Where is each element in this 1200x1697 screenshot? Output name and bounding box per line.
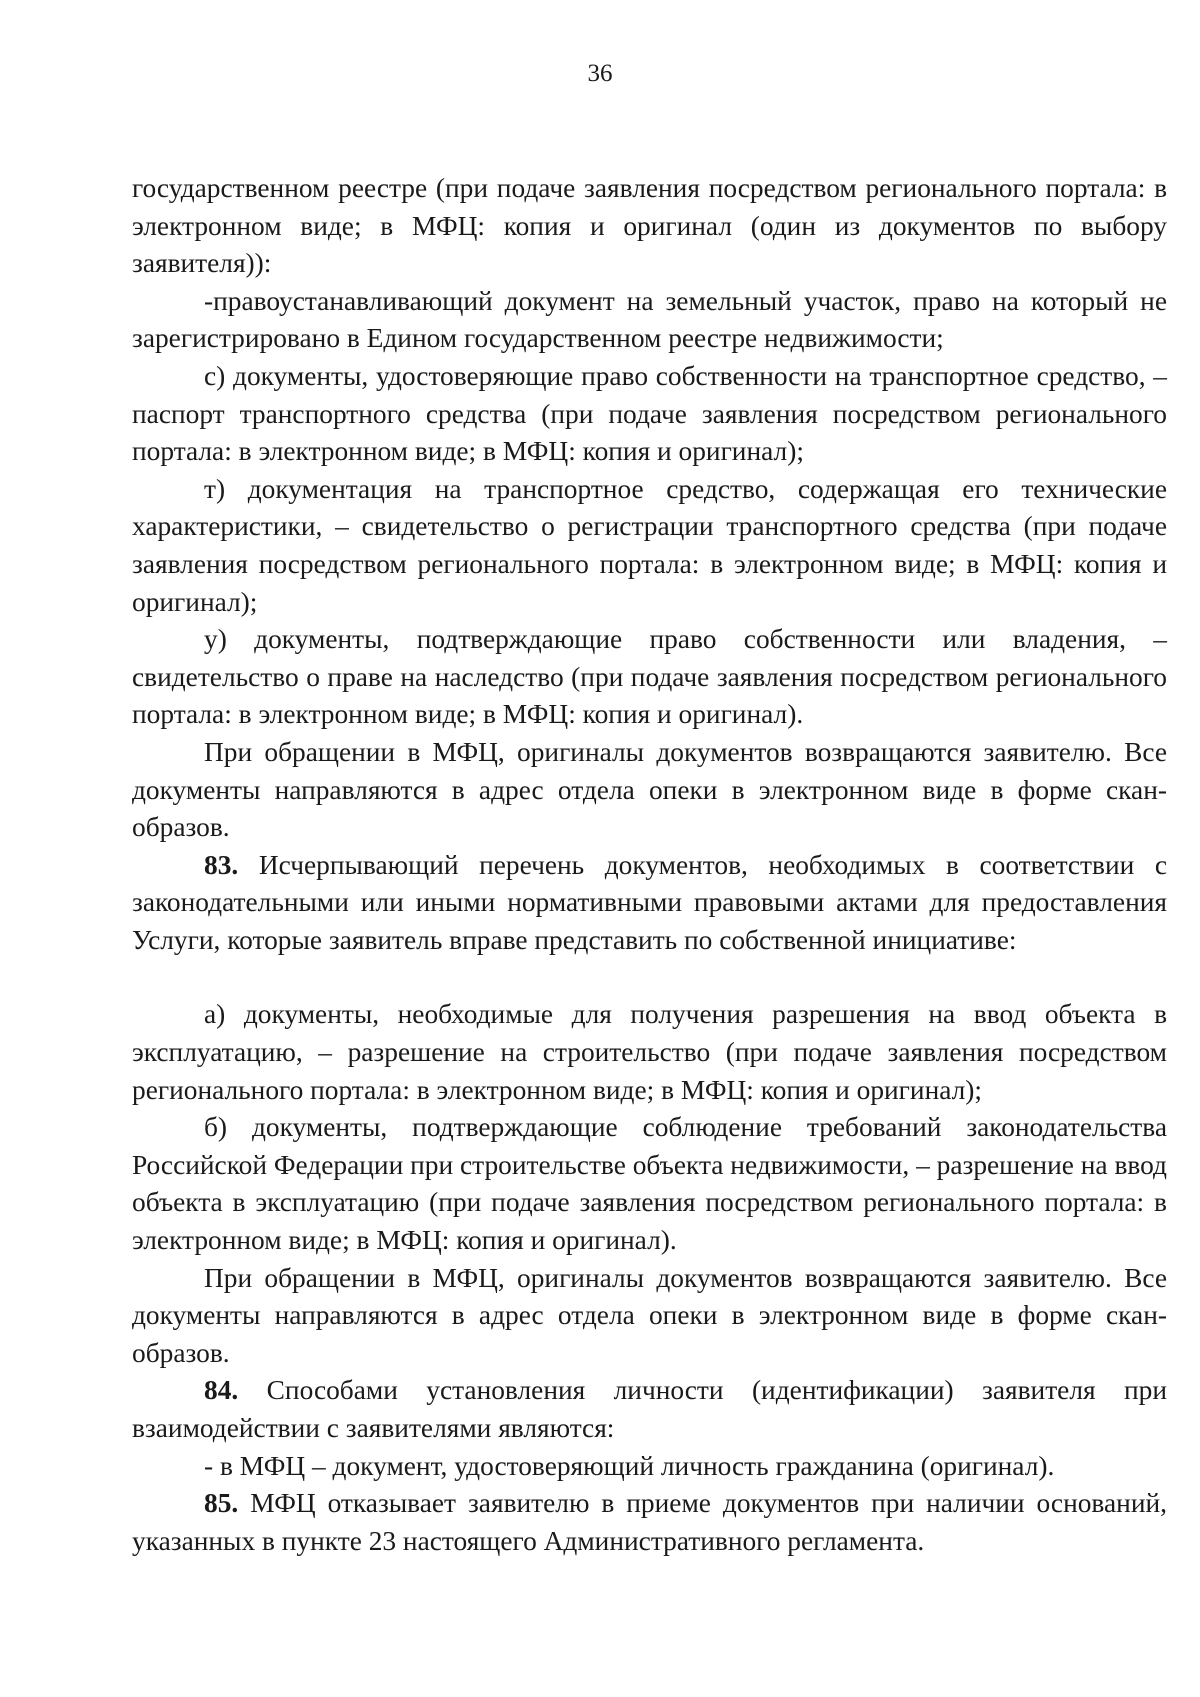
clause-83-text: Исчерпывающий перечень документов, необходимых в соответствии с законодательными или иными нормативными правовыми актами для предоставления Услуги, которые заявитель вправе представить по собственной инициативе: xyxy=(132,849,1167,955)
document-body xyxy=(132,170,1167,1560)
paragraph-item-s-vehicle-ownership: с) документы, удостоверяющие право собственности на транспортное средство, – паспорт транспортного средства (при подаче заявления посредством регионального портала: в электронном виде; в МФЦ: копия и оригинал); xyxy=(132,360,1167,467)
clause-number-83: 83. xyxy=(204,849,239,880)
clause-85-text: МФЦ отказывает заявителю в приеме документов при наличии оснований, указанных в пункте 23 настоящего Административного регламента. xyxy=(132,1488,1167,1556)
paragraph-item-t-vehicle-documentation: т) документация на транспортное средство, содержащая его технические характеристики, – свидетельство о регистрации транспортного средства (при подаче заявления посредством регионального портала: в электронном виде; в МФЦ: копия и оригинал); xyxy=(132,473,1167,617)
paragraph-item-a-construction-permit: а) документы, необходимые для получения разрешения на ввод объекта в эксплуатацию, – разрешение на строительство (при подаче заявления посредством регионального портала: в электронном виде; в МФЦ: копия и оригинал); xyxy=(132,999,1167,1105)
paragraph-registry-continuation: государственном реестре (при подаче заявления посредством регионального портала: в электронном виде; в МФЦ: копия и оригинал (один из документов по выбору заявителя)): xyxy=(132,173,1167,279)
paragraph-mfc-identity-document: - в МФЦ – документ, удостоверяющий личность гражданина (оригинал). xyxy=(204,1450,1055,1481)
clause-84-text: Способами установления личности (идентификации) заявителя при взаимодействии с заявителями являются: xyxy=(132,1375,1167,1443)
clause-number-85: 85. xyxy=(204,1488,239,1519)
paragraph-mfc-originals-returned: При обращении в МФЦ, оригиналы документов возвращаются заявителю. Все документы направляются в адрес отдела опеки в электронном виде в форме скан-образов. xyxy=(132,736,1167,843)
paragraph-mfc-originals-returned-2: При обращении в МФЦ, оригиналы документов возвращаются заявителю. Все документы направляются в адрес отдела опеки в электронном виде в форме скан-образов. xyxy=(132,1262,1167,1368)
paragraph-84 xyxy=(132,1372,1167,1447)
page-number: 36 xyxy=(587,60,613,87)
paragraph-land-title-document: -правоустанавливающий документ на земельный участок, право на который не зарегистрировано в Едином государственном реестре недвижимости; xyxy=(132,285,1167,354)
clause-number-84: 84. xyxy=(204,1375,239,1406)
paragraph-item-u-inheritance: у) документы, подтверждающие право собственности или владения, – свидетельство о праве на наследство (при подаче заявления посредством регионального портала: в электронном виде; в МФЦ: копия и оригинал). xyxy=(132,624,1167,730)
paragraph-item-b-commissioning-permit: б) документы, подтверждающие соблюдение требований законодательства Российской Федерации при строительстве объекта недвижимости, – разрешение на ввод объекта в эксплуатацию (при подаче заявления посредством регионального портала: в электронном виде; в МФЦ: копия и оригинал). xyxy=(132,1112,1167,1256)
paragraph-83 xyxy=(132,847,1167,960)
paragraph-85 xyxy=(132,1485,1167,1560)
